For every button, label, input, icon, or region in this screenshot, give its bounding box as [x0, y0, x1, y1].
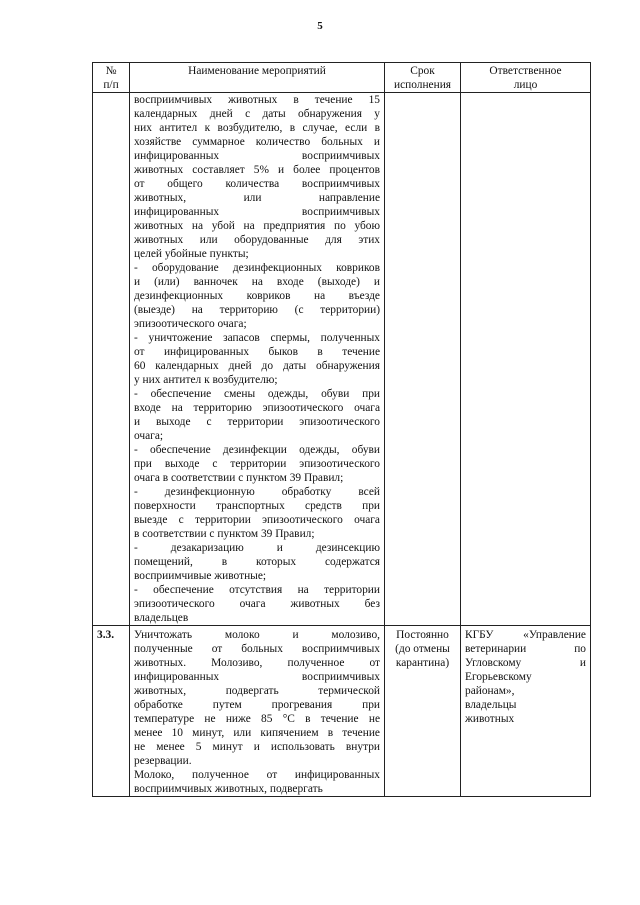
text-line: КГБУ «Управление: [465, 629, 586, 641]
row-number: 3.3.: [93, 626, 130, 797]
text-line: - дезинфекционную обработку всей: [134, 486, 380, 498]
text-line: животных. Молозиво, полученное от: [134, 657, 380, 669]
text-line: (выезде) на территорию (с территории): [134, 304, 380, 316]
text-line: - дезакаризацию и дезинсекцию: [134, 542, 380, 554]
text-line: инфицированных восприимчивых: [134, 671, 380, 683]
text-line: целей убойные пункты;: [134, 248, 249, 260]
row-cont-deadline: [385, 93, 461, 626]
text-line: Уничтожать молоко и молозиво,: [134, 629, 380, 641]
header-line: п/п: [103, 79, 119, 91]
text-line: Егорьевскому: [465, 671, 532, 683]
text-line: температуре не ниже 85 °С в течение не: [134, 713, 380, 725]
header-line: лицо: [513, 79, 538, 91]
text-line: восприимчивых животных в течение 15: [134, 94, 380, 106]
row-cont-text: [130, 93, 385, 626]
text-line: дезинфекционных ковриков на въезде: [134, 290, 380, 302]
text-line: выезде с территории эпизоотического очага: [134, 514, 380, 526]
text-line: карантина): [395, 657, 450, 669]
text-line: Постоянно: [396, 629, 449, 641]
page-number: 5: [317, 20, 323, 32]
text-line: - обеспечение смены одежды, обуви при: [134, 388, 380, 400]
text-line: календарных дней с даты обнаружения у: [134, 108, 380, 120]
text-line: (до отмены: [395, 643, 450, 655]
text-line: входе на территорию эпизоотического очага: [134, 402, 380, 414]
table-header-row: [93, 63, 591, 93]
text-line: полученные от больных восприимчивых: [134, 643, 380, 655]
measures-table: [92, 62, 591, 797]
header-line: Срок: [410, 65, 435, 77]
text-line: животных: [465, 713, 515, 725]
text-line: районам»,: [465, 685, 515, 697]
text-line: от общего количества восприимчивых: [134, 178, 380, 190]
header-deadline: [385, 63, 461, 93]
text-line: и выходе с территории эпизоотического: [134, 416, 380, 428]
text-line: и (или) ванночек на входе (выходе) и: [134, 276, 380, 288]
text-line: ветеринарии по: [465, 643, 586, 655]
text-line: Угловскому и: [465, 657, 586, 669]
row-cont-number: [93, 93, 130, 626]
text-line: восприимчивых животных, подвергать: [134, 783, 323, 795]
text-line: - обеспечение отсутствия на территории: [134, 584, 380, 596]
text-line: у них антител к возбудителю;: [134, 374, 278, 386]
text-line: помещений, в которых содержатся: [134, 556, 380, 568]
text-line: менее 10 минут, или кипячением в течение: [134, 727, 380, 739]
text-line: инфицированных восприимчивых: [134, 206, 380, 218]
text-line: - оборудование дезинфекционных ковриков: [134, 262, 380, 274]
text-line: резервации.: [134, 755, 192, 767]
text-line: животных, или направление: [134, 192, 380, 204]
text-line: очага в соответствии с пунктом 39 Правил;: [134, 472, 344, 484]
header-measures: [130, 63, 385, 93]
text-line: в соответствии с пунктом 39 Правил;: [134, 528, 315, 540]
header-line: Ответственное: [489, 65, 562, 77]
row-33-deadline: [385, 626, 461, 797]
text-line: Молоко, полученное от инфицированных: [134, 769, 380, 781]
text-line: эпизоотического очага животных без: [134, 598, 380, 610]
text-line: не менее 5 минут и использовать внутри: [134, 741, 380, 753]
text-line: очага;: [134, 430, 164, 442]
text-line: от инфицированных быков в течение: [134, 346, 380, 358]
header-line: №: [105, 65, 117, 77]
text-line: животных составляет 5% и более процентов: [134, 164, 380, 176]
text-line: владельцы: [465, 699, 517, 711]
header-line: Наименование мероприятий: [188, 65, 326, 77]
row-cont-responsible: [461, 93, 591, 626]
table-row: [93, 626, 591, 797]
text-line: эпизоотического очага;: [134, 318, 247, 330]
text-line: обработке путем прогревания при: [134, 699, 380, 711]
header-line: исполнения: [393, 79, 452, 91]
row-33-responsible: [461, 626, 591, 797]
text-line: 60 календарных дней до даты обнаружения: [134, 360, 380, 372]
text-line: животных, подвергать термической: [134, 685, 380, 697]
text-line: - обеспечение дезинфекции одежды, обуви: [134, 444, 380, 456]
text-line: при выходе с территории эпизоотического: [134, 458, 380, 470]
header-responsible: [461, 63, 591, 93]
text-line: инфицированных восприимчивых: [134, 150, 380, 162]
text-line: животных на убой на предприятия по убою: [134, 220, 380, 232]
text-line: них антител к возбудителю, в случае, если в: [134, 122, 380, 134]
text-line: восприимчивые животные;: [134, 570, 267, 582]
text-line: - уничтожение запасов спермы, полученных: [134, 332, 380, 344]
text-line: владельцев: [134, 612, 189, 624]
text-line: животных или оборудованные для этих: [134, 234, 380, 246]
text-line: хозяйстве суммарное количество больных и: [134, 136, 380, 148]
row-33-text: [130, 626, 385, 797]
header-number: [93, 63, 130, 93]
table-row: [93, 93, 591, 626]
text-line: поверхности транспортных средств при: [134, 500, 380, 512]
